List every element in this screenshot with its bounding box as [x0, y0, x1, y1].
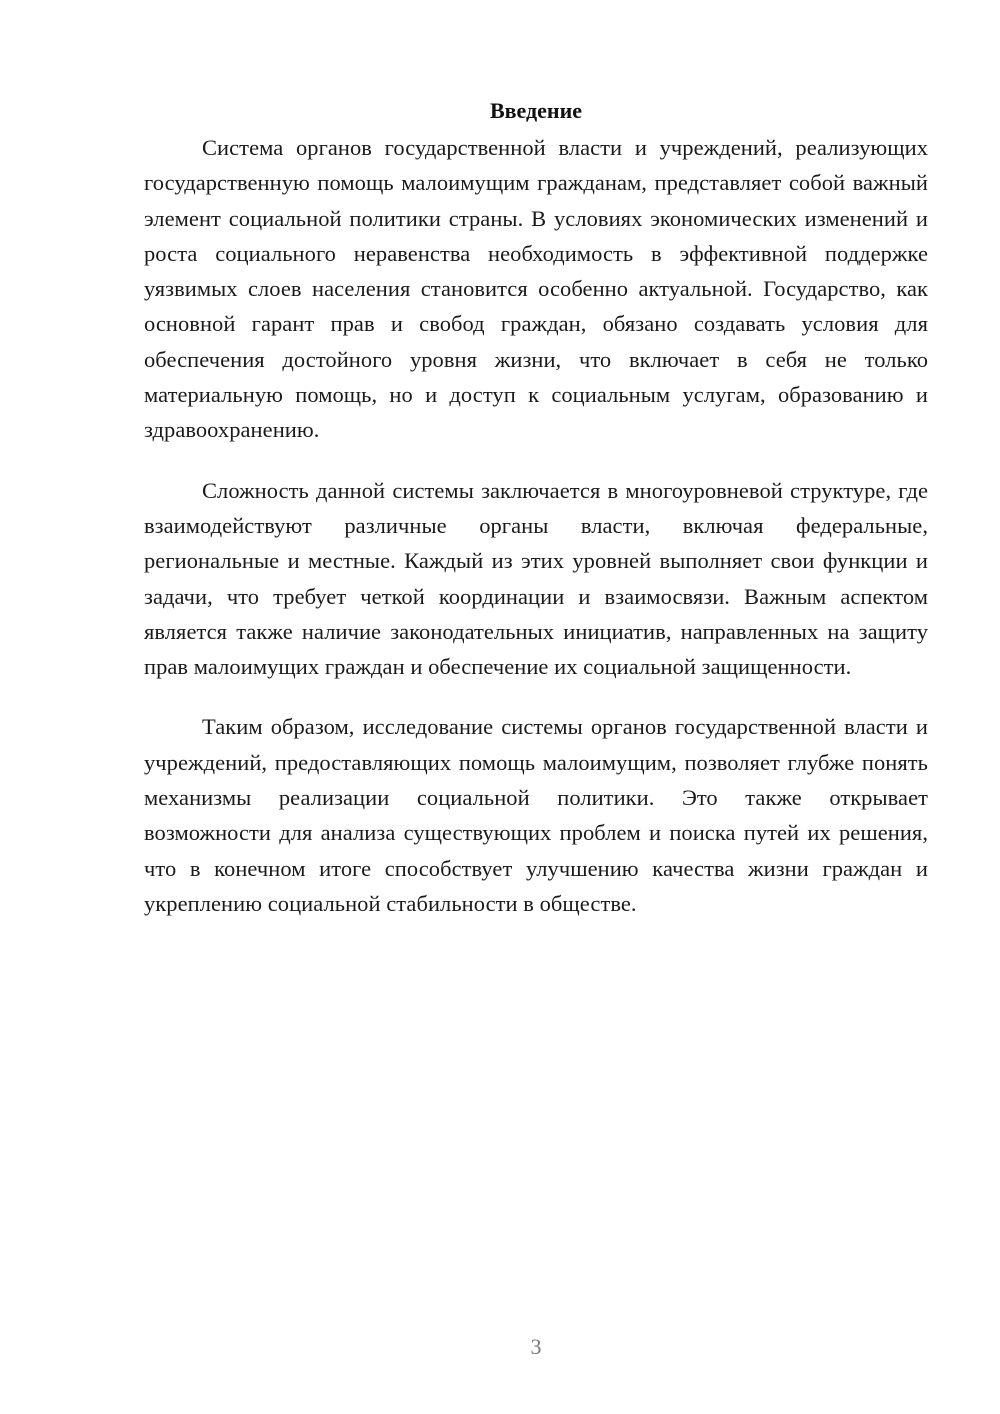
paragraph-1: Система органов государственной власти и учреждений, реализующих государственную помощь малоимущим гражданам, представляет собой важный элемент социальной политики страны. В условиях экономических изменений и роста социального неравенства необходимость в эффективной поддержке уязвимых слоев населения становится особенно актуальной. Государство, как основной гарант прав и свобод граждан, обязано создавать условия для обеспечения достойного уровня жизни, что включает в себя не только материальную помощь, но и доступ к социальным услугам, образованию и здравоохранению.: [144, 135, 928, 443]
page-content: [144, 96, 928, 946]
page-title: Введение: [489, 98, 583, 123]
paragraph-2: Сложность данной системы заключается в многоуровневой структуре, где взаимодействуют различные органы власти, включая федеральные, региональные и местные. Каждый из этих уровней выполняет свои функции и задачи, что требует четкой координации и взаимосвязи. Важным аспектом является также наличие законодательных инициатив, направленных на защиту прав малоимущих граждан и обеспечение их социальной защищенности.: [144, 477, 928, 680]
page-number: 3: [530, 1334, 542, 1359]
paragraph-3: Таким образом, исследование системы органов государственной власти и учреждений, предоставляющих помощь малоимущим, позволяет глубже понять механизмы реализации социальной политики. Это также открывает возможности для анализа существующих проблем и поиска путей их решения, что в конечном итоге способствует улучшению качества жизни граждан и укреплению социальной стабильности в обществе.: [144, 714, 928, 916]
